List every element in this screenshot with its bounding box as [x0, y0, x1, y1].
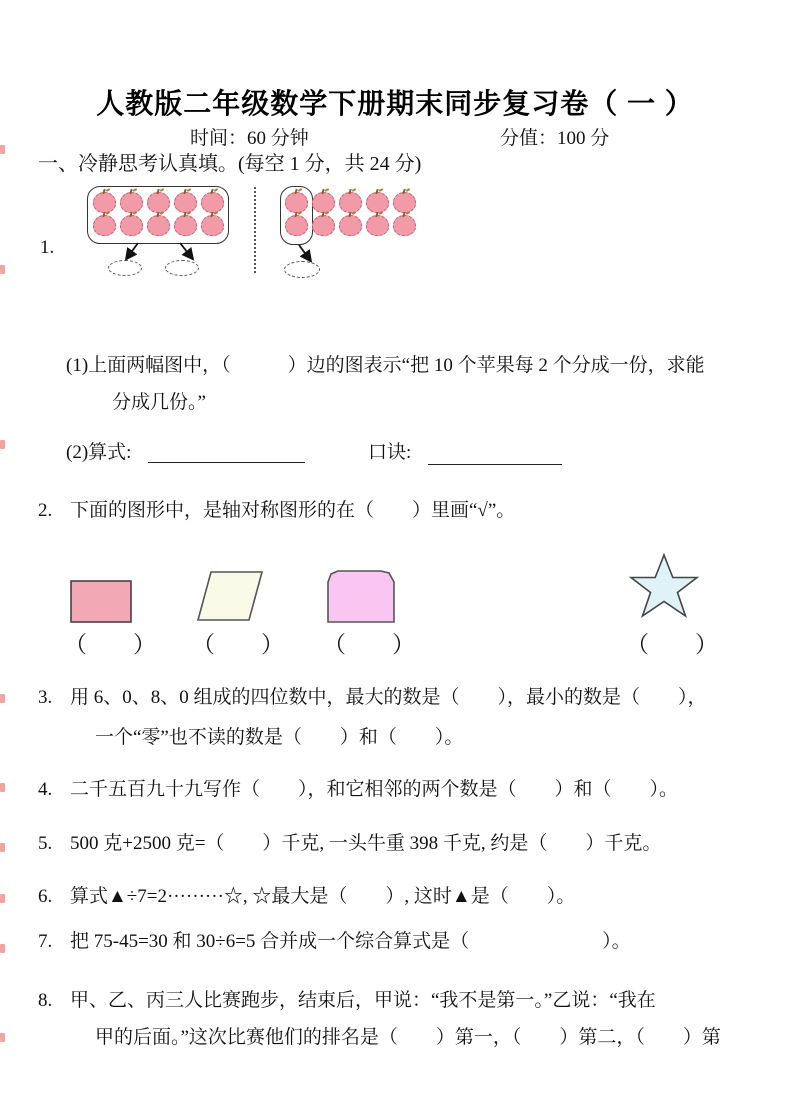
q3-line2: 一个“零”也不读的数是（ ）和（ ）。: [95, 727, 464, 748]
scan-mark: [0, 944, 5, 953]
q7-text: 把 75-45=30 和 30÷6=5 合并成一个综合算式是（ ）。: [70, 931, 631, 952]
answer-blank-koujue: [428, 444, 562, 465]
scan-mark: [0, 783, 5, 792]
answer-paren: （ ）: [626, 632, 718, 657]
q1-part2-label2: 口诀:: [368, 442, 412, 463]
plate-ellipse: [284, 261, 320, 278]
q6-number: 6.: [38, 886, 53, 907]
scan-mark: [0, 265, 5, 274]
rectangle-shape: [70, 580, 132, 623]
star-shape: [629, 552, 699, 622]
pentagon-shape: [327, 570, 395, 623]
q8-number: 8.: [38, 990, 53, 1011]
answer-paren: （ ）: [192, 632, 284, 657]
q3-line1: 用 6、0、8、0 组成的四位数中，最大的数是（ ），最小的数是（ ），: [70, 687, 707, 708]
answer-paren: （ ）: [64, 632, 156, 657]
plate-ellipse: [165, 260, 199, 276]
answer-paren: （ ）: [323, 632, 415, 657]
q1-part1-line2: 分成几份。”: [112, 392, 206, 413]
plate-ellipse: [108, 260, 142, 276]
q1-number: 1.: [40, 237, 55, 258]
q8-line1: 甲、乙、丙三人比赛跑步，结束后，甲说：“我不是第一。”乙说：“我在: [70, 990, 656, 1011]
parallelogram-shape: [197, 571, 263, 621]
q2-text: 下面的图形中，是轴对称图形的在（ ）里画“√”。: [70, 500, 516, 521]
q2-number: 2.: [38, 500, 53, 521]
scan-mark: [0, 694, 5, 703]
q3-number: 3.: [38, 687, 53, 708]
scan-mark: [0, 1033, 5, 1042]
q5-number: 5.: [38, 833, 53, 854]
scan-mark: [0, 440, 5, 449]
q1-part1-line1: (1)上面两幅图中，（ ）边的图表示“把 10 个苹果每 2 个分成一份，求能: [66, 355, 705, 376]
scan-mark: [0, 894, 5, 903]
q5-text: 500 克+2500 克=（ ）千克, 一头牛重 398 千克, 约是（ ）千克。: [70, 833, 662, 854]
section-heading: 一、冷静思考认真填。(每空 1 分，共 24 分): [38, 153, 422, 175]
scan-mark: [0, 145, 5, 154]
q4-number: 4.: [38, 779, 53, 800]
q7-number: 7.: [38, 931, 53, 952]
page-title: 人教版二年级数学下册期末同步复习卷（ 一 ）: [96, 88, 694, 119]
scan-mark: [0, 843, 5, 852]
q1-apple-figure: [80, 183, 440, 278]
score-label: 分值：100 分: [500, 128, 610, 149]
answer-blank-suanshi: [148, 442, 305, 463]
q8-line2: 甲的后面。”这次比赛他们的排名是（ ）第一，（ ）第二，（ ）第: [95, 1027, 721, 1048]
q4-text: 二千五百九十九写作（ ），和它相邻的两个数是（ ）和（ ）。: [70, 779, 679, 800]
q1-part2-label1: (2)算式:: [66, 442, 132, 463]
time-label: 时间：60 分钟: [190, 128, 309, 149]
q6-text: 算式▲÷7=2·········☆, ☆最大是（ ）, 这时▲是（ ）。: [70, 886, 576, 907]
